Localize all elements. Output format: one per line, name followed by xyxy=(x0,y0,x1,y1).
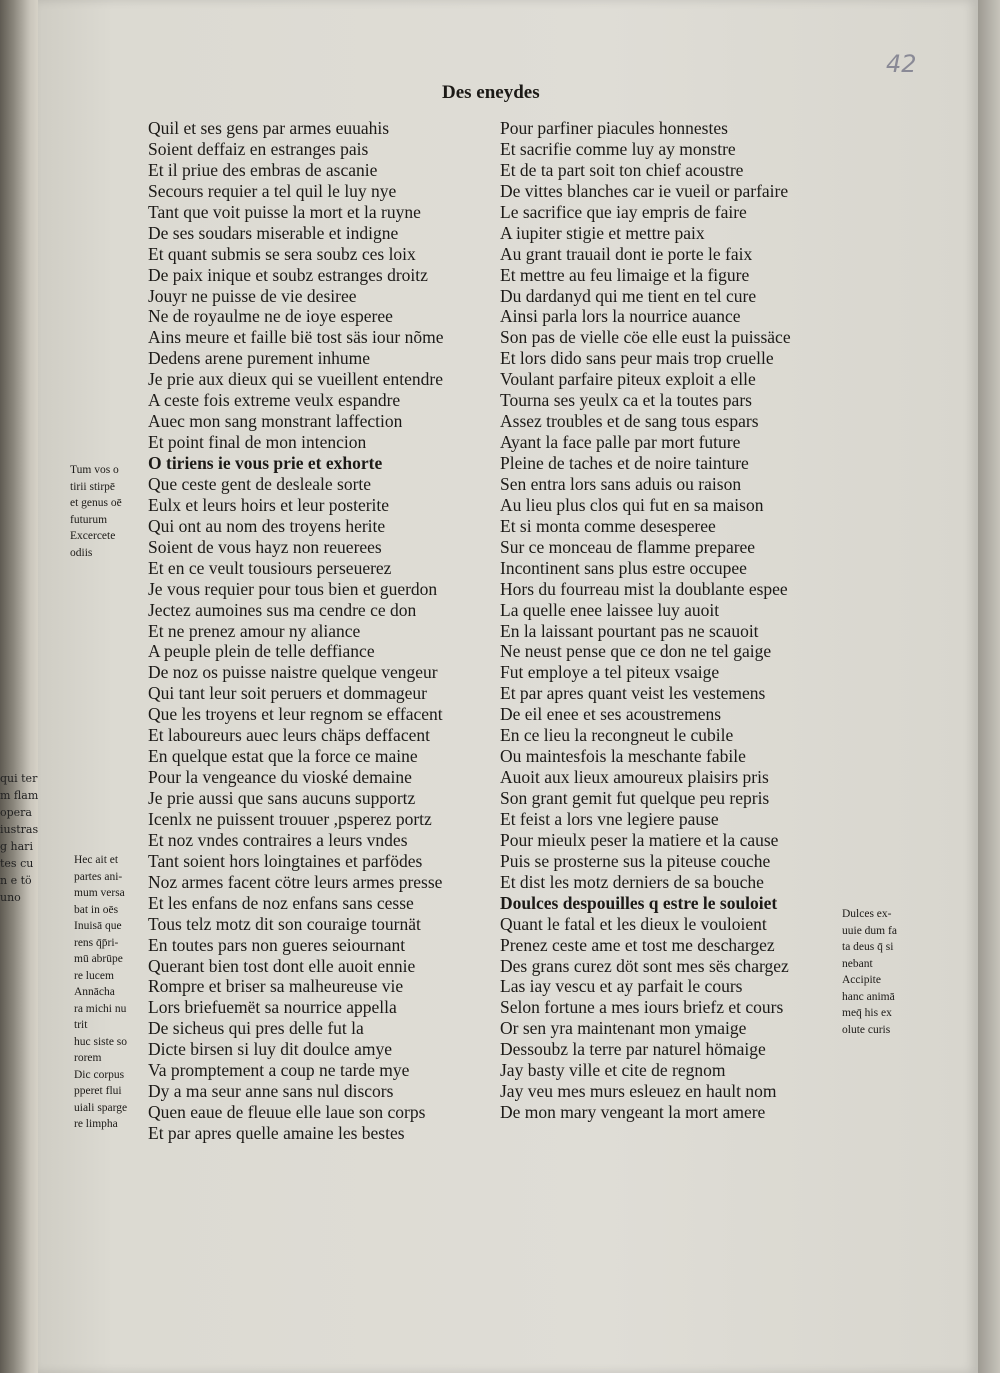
verse-line: Que ceste gent de desleale sorte xyxy=(148,473,372,494)
running-head: Des eneydes xyxy=(442,82,540,103)
verse-line: Je prie aux dieux qui se vueillent entendre xyxy=(148,369,443,390)
verse-line: Incontinent sans plus estre occupee xyxy=(500,557,747,578)
margin-note-line: mū abrūpe xyxy=(74,953,123,965)
verse-line: Soient de vous hayz non reuerees xyxy=(148,536,382,557)
verse-line: Je vous requier pour tous bien et guerdon xyxy=(148,578,438,599)
margin-note-line: uuie dum fa xyxy=(842,924,897,937)
margin-note-line: n e tö xyxy=(0,874,32,887)
verse-line: Dessoubz la terre par naturel hömaige xyxy=(500,1039,766,1060)
verse-line: Secours requier a tel quil le luy nye xyxy=(148,180,397,201)
verse-line: A ceste fois extreme veulx espandre xyxy=(148,390,401,411)
margin-note-line: et genus oē xyxy=(70,497,122,509)
verse-line: Et par apres quelle amaine les bestes xyxy=(148,1123,405,1143)
verse-line: Or sen yra maintenant mon ymaige xyxy=(500,1018,747,1039)
verse-line: Et en ce veult tousiours perseuerez xyxy=(148,557,392,578)
verse-line: De mon mary vengeant la mort amere xyxy=(500,1102,766,1123)
margin-note-line: futurum xyxy=(70,513,108,526)
verse-line: Ains meure et faille bië tost säs iour nõme xyxy=(148,327,444,348)
verse-line: Tourna ses yeulx ca et la toutes pars xyxy=(500,390,752,411)
margin-note-line: nebant xyxy=(842,957,873,970)
verse-line: Hors du fourreau mist la doublante espee xyxy=(500,578,788,599)
previous-page-margin-text xyxy=(0,770,40,906)
verse-line: Pour parfiner piacules honnestes xyxy=(500,118,728,138)
verse-line: Tant que voit puisse la mort et la ruyne xyxy=(148,201,421,222)
verse-line: Va promptement a coup ne tarde mye xyxy=(148,1060,410,1081)
folio-number: 42 xyxy=(886,50,917,78)
verse-line: Auec mon sang monstrant laffection xyxy=(148,411,403,432)
verse-line: Ou maintesfois la meschante fabile xyxy=(500,746,746,767)
verse-line: De sicheus qui pres delle fut la xyxy=(148,1018,364,1039)
verse-line: De eil enee et ses acoustremens xyxy=(500,704,722,725)
verse-line: Pour mieulx peser la matiere et la cause xyxy=(500,829,779,850)
margin-note-left-1 xyxy=(70,462,122,561)
verse-line: En ce lieu la recongneut le cubile xyxy=(500,725,734,746)
verse-line: Eulx et leurs hoirs et leur posterite xyxy=(148,494,390,515)
verse-line: Qui ont au nom des troyens herite xyxy=(148,515,386,536)
verse-line: Et par apres quant veist les vestemens xyxy=(500,683,766,704)
verse-line: Las iay vescu et ay parfait le cours xyxy=(500,976,743,997)
verse-line: Ayant la face palle par mort future xyxy=(500,432,741,453)
verse-line: Que les troyens et leur regnom se effacent xyxy=(148,704,443,725)
verse-line: Pleine de taches et de noire tainture xyxy=(500,453,749,473)
verse-line: En quelque estat que la force ce maine xyxy=(148,746,418,767)
verse-line: Et de ta part soit ton chief acoustre xyxy=(500,159,744,180)
verse-line: Au lieu plus clos qui fut en sa maison xyxy=(500,494,764,515)
verse-line: De noz os puisse naistre quelque vengeur xyxy=(148,662,438,683)
verse-line: En la laissant pourtant pas ne scauoit xyxy=(500,620,759,641)
page-edge xyxy=(978,0,1000,1373)
verse-line: Ne neust pense que ce don ne tel gaige xyxy=(500,641,772,662)
margin-note-line: qui ter xyxy=(0,772,38,785)
verse-line: A iupiter stigie et mettre paix xyxy=(500,222,705,243)
verse-line: Puis se prosterne sus la piteuse couche xyxy=(500,850,771,871)
verse-line: Quen eaue de fleuue elle laue son corps xyxy=(148,1102,426,1123)
margin-note-line: rorem xyxy=(74,1052,102,1064)
verse-line: En toutes pars non gueres seiournant xyxy=(148,934,406,955)
verse-line: Et dist les motz derniers de sa bouche xyxy=(500,871,764,892)
margin-note-line: bat in oēs xyxy=(74,903,119,916)
verse-line: O tiriens ie vous prie et exhorte xyxy=(148,453,383,473)
verse-line: Noz armes facent cötre leurs armes presse xyxy=(148,871,443,892)
margin-note-line: uiali sparge xyxy=(74,1101,128,1114)
verse-line: Jay basty ville et cite de regnom xyxy=(500,1060,726,1081)
verse-line: Et les enfans de noz enfans sans cesse xyxy=(148,892,414,913)
margin-note-line: Hec ait et xyxy=(74,854,119,866)
verse-line: Et lors dido sans peur mais trop cruelle xyxy=(500,348,774,369)
margin-note-line: g hari xyxy=(0,840,33,853)
margin-note-line: trit xyxy=(74,1019,88,1031)
verse-line: Je prie aussi que sans aucuns supportz xyxy=(148,788,416,808)
margin-note-right xyxy=(842,906,897,1038)
verse-line: Selon fortune a mes iours briefz et cours xyxy=(500,997,784,1018)
verse-line: Quant le fatal et les dieux le vouloient xyxy=(500,913,767,934)
verse-line: A peuple plein de telle deffiance xyxy=(148,641,375,662)
verse-line: De vittes blanches car ie vueil or parfaire xyxy=(500,180,789,201)
margin-note-line: olute curis xyxy=(842,1023,891,1036)
verse-line: Querant bien tost dont elle auoit ennie xyxy=(148,955,416,976)
verse-line: Ne de royaulme ne de ioye esperee xyxy=(148,306,393,327)
left-text-column xyxy=(148,118,493,1144)
margin-note-line: Excercete xyxy=(70,530,116,542)
verse-line: Icenlx ne puissent trouuer ,psperez portz xyxy=(148,808,432,829)
verse-line: Et mettre au feu limaige et la figure xyxy=(500,264,750,285)
right-text-column xyxy=(500,118,845,1123)
verse-line: Tant soient hors loingtaines et parfödes xyxy=(148,850,423,871)
margin-note-line: Dic corpus xyxy=(74,1068,125,1081)
verse-line: Et si monta comme desesperee xyxy=(500,515,716,536)
verse-line: Et sacrifie comme luy ay monstre xyxy=(500,138,736,159)
verse-line: Jay veu mes murs esleuez en hault nom xyxy=(500,1081,777,1102)
verse-line: Et ne prenez amour ny aliance xyxy=(148,620,361,641)
verse-line: Fut employe a tel piteux vsaige xyxy=(500,662,720,683)
margin-note-line: Annācha xyxy=(74,986,115,998)
verse-line: Lors briefuemët sa nourrice appella xyxy=(148,997,397,1018)
margin-note-line: opera xyxy=(0,806,32,819)
verse-line: Sen entra lors sans aduis ou raison xyxy=(500,473,742,494)
verse-line: Rompre et briser sa malheureuse vie xyxy=(148,976,404,997)
verse-line: Des grans curez döt sont mes sës chargez xyxy=(500,955,789,976)
verse-line: Jouyr ne puisse de vie desiree xyxy=(148,285,357,306)
margin-note-line: Accipite xyxy=(842,974,881,986)
margin-note-line: odiis xyxy=(70,546,93,559)
margin-note-line: meq̄ his ex xyxy=(842,1007,892,1019)
verse-line: De ses soudars miserable et indigne xyxy=(148,222,399,243)
verse-line: Son pas de vielle cöe elle eust la puissäce xyxy=(500,327,791,348)
verse-line: Prenez ceste ame et tost me deschargez xyxy=(500,934,775,955)
book-spine xyxy=(0,0,40,1373)
margin-note-line: uno xyxy=(0,891,21,904)
margin-note-line: rens q̄p̄ri- xyxy=(74,936,119,949)
verse-line: Le sacrifice que iay empris de faire xyxy=(500,201,747,222)
margin-note-line: ra michi nu xyxy=(74,1002,127,1015)
margin-note-line: Tum vos o xyxy=(70,464,119,476)
verse-line: Et point final de mon intencion xyxy=(148,432,367,453)
verse-line: Doulces despouilles q estre le souloiet xyxy=(500,892,778,913)
verse-line: Sur ce monceau de flamme preparee xyxy=(500,536,756,557)
verse-line: Voulant parfaire piteux exploit a elle xyxy=(500,369,756,390)
margin-note-line: pperet flui xyxy=(74,1085,122,1097)
verse-line: Et quant submis se sera soubz ces loix xyxy=(148,243,416,264)
verse-line: Au grant trauail dont ie porte le faix xyxy=(500,243,753,264)
verse-line: Et noz vndes contraires a leurs vndes xyxy=(148,829,408,850)
verse-line: Dy a ma seur anne sans nul discors xyxy=(148,1081,394,1102)
verse-line: Soient deffaiz en estranges pais xyxy=(148,138,369,159)
verse-line: Jectez aumoines sus ma cendre ce don xyxy=(148,599,417,620)
verse-line: Dicte birsen si luy dit doulce amye xyxy=(148,1039,392,1060)
margin-note-line: Dulces ex- xyxy=(842,908,892,920)
margin-note-left-2 xyxy=(74,852,127,1133)
margin-note-line: mum versa xyxy=(74,887,125,899)
verse-line: Et il priue des embras de ascanie xyxy=(148,159,378,180)
verse-line: De paix inique et soubz estranges droitz xyxy=(148,264,428,285)
margin-note-line: re lucem xyxy=(74,969,114,982)
margin-note-line: m flam xyxy=(0,789,39,802)
verse-line: Dedens arene purement inhume xyxy=(148,348,371,369)
verse-line: Assez troubles et de sang tous espars xyxy=(500,411,759,432)
margin-note-line: partes ani- xyxy=(74,870,123,883)
verse-line: Ainsi parla lors la nourrice auance xyxy=(500,306,741,327)
margin-note-line: Inuisā que xyxy=(74,920,122,932)
verse-line: Du dardanyd qui me tient en tel cure xyxy=(500,285,757,306)
margin-note-line: ta deus q̄ si xyxy=(842,941,894,953)
margin-note-line: tirii stirpē xyxy=(70,480,116,493)
verse-line: Quil et ses gens par armes euuahis xyxy=(148,118,390,138)
verse-line: Et feist a lors vne legiere pause xyxy=(500,808,719,829)
margin-note-line: iustras xyxy=(0,823,39,836)
verse-line: Et laboureurs auec leurs chäps deffacent xyxy=(148,725,430,746)
verse-line: Pour la vengeance du vioské demaine xyxy=(148,767,412,788)
verse-line: Qui tant leur soit peruers et dommageur xyxy=(148,683,427,704)
verse-line: Tous telz motz dit son couraige tournät xyxy=(148,913,421,934)
margin-note-line: tes cu xyxy=(0,857,34,870)
margin-note-line: re limpha xyxy=(74,1118,118,1130)
verse-line: Son grant gemit fut quelque peu repris xyxy=(500,788,770,808)
margin-note-line: huc siste so xyxy=(74,1035,128,1048)
margin-note-line: hanc animā xyxy=(842,990,895,1003)
verse-line: La quelle enee laissee luy auoit xyxy=(500,599,720,620)
verse-line: Auoit aux lieux amoureux plaisirs pris xyxy=(500,767,769,788)
